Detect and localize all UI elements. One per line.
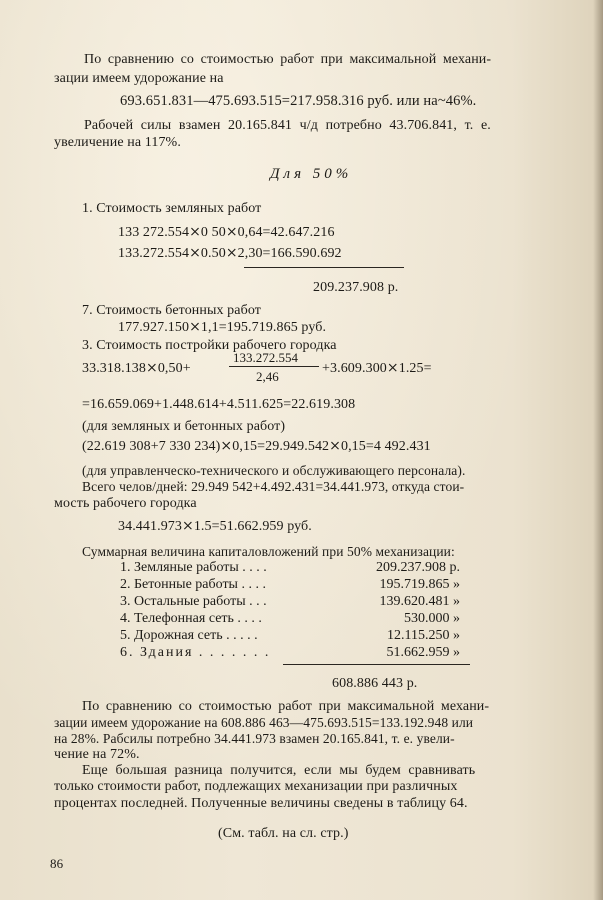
item-3-fraction-denominator: 2,46 <box>256 369 279 384</box>
paragraph-2-line-1: Рабочей силы взамен 20.165.841 ч/д потребно 43.706.841, т. е. <box>84 118 491 133</box>
item-3-calc-4: 34.441.973⨯1.5=51.662.959 руб. <box>118 519 312 534</box>
summary-total: 608.886 443 р. <box>332 676 418 691</box>
summary-row-label: 6. Здания . . . . . . . <box>120 645 271 660</box>
item-1-calc-1: 133 272.554⨯0 50⨯0,64=42.647.216 <box>118 225 335 240</box>
paragraph-4-line-3: процентах последней. Полученные величины сведены в таблицу 64. <box>54 796 468 811</box>
summary-row-label: 3. Остальные работы . . . <box>120 594 267 609</box>
summary-row-value: 195.719.865 » <box>379 577 460 592</box>
summary-row <box>120 593 460 610</box>
item-1-calc-2: 133.272.554⨯0.50⨯2,30=166.590.692 <box>118 246 342 261</box>
summary-row <box>120 644 460 661</box>
summary-row-label: 5. Дорожная сеть . . . . . <box>120 628 258 643</box>
paragraph-3-line-4: чение на 72%. <box>54 747 140 762</box>
item-3-calc-left: 33.318.138⨯0,50+ <box>82 361 191 376</box>
item-3-total-line-2: мость рабочего городка <box>54 496 197 511</box>
paragraph-4-line-1: Еще большая разница получится, если мы будем сравнивать <box>82 763 476 778</box>
paragraph-3-line-3: на 28%. Рабсилы потребно 34.441.973 взамен 20.165.841, т. е. увели- <box>54 731 455 746</box>
paragraph-4-line-2: только стоимости работ, подлежащих механизации при различных <box>54 779 458 794</box>
summary-row <box>120 576 460 593</box>
summary-title: Суммарная величина капиталовложений при 50% механизации: <box>82 544 455 559</box>
paragraph-1-line-1: По сравнению со стоимостью работ при максимальной механи- <box>84 52 492 67</box>
paragraph-1-formula: 693.651.831—475.693.515=217.958.316 руб. или на~46%. <box>120 93 477 109</box>
item-3-note-1: (для земляных и бетонных работ) <box>82 419 286 434</box>
page-number: 86 <box>50 856 64 871</box>
summary-row-value: 139.620.481 » <box>379 594 460 609</box>
paragraph-3-line-1: По сравнению со стоимостью работ при максимальной механи- <box>82 699 490 714</box>
item-3-calc-right: +3.609.300⨯1.25= <box>322 361 432 376</box>
summary-row-value: 12.115.250 » <box>387 628 460 643</box>
item-3-fraction-bar <box>229 366 319 367</box>
summary-row-value: 51.662.959 » <box>386 645 460 660</box>
item-3-calc-2: =16.659.069+1.448.614+4.511.625=22.619.308 <box>82 397 356 412</box>
summary-row <box>120 627 460 644</box>
item-3-title: 3. Стоимость постройки рабочего городка <box>82 338 337 353</box>
item-3-total-line-1: Всего челов/дней: 29.949 542+4.492.431=34.441.973, откуда стои- <box>82 479 465 494</box>
paragraph-2-line-2: увеличение на 117%. <box>54 135 181 150</box>
summary-row <box>120 559 460 576</box>
summary-row-value: 530.000 » <box>404 611 460 626</box>
summary-row-label: 4. Телефонная сеть . . . . <box>120 611 262 626</box>
paragraph-1-line-2: зации имеем удорожание на <box>54 71 224 86</box>
item-3-note-2: (для управленческо-технического и обслуживающего персонала). <box>82 463 466 478</box>
summary-row <box>120 610 460 627</box>
item-3-fraction-numerator: 133.272.554 <box>233 350 298 365</box>
item-1-title: 1. Стоимость земляных работ <box>82 201 262 216</box>
section-heading: Для 50% <box>270 166 353 182</box>
item-1-total: 209.237.908 р. <box>313 280 399 295</box>
paragraph-3-line-2: зации имеем удорожание на 608.886 463—475.693.515=133.192.948 или <box>54 715 474 730</box>
item-7-calc: 177.927.150⨯1,1=195.719.865 руб. <box>118 320 327 335</box>
item-7-title: 7. Стоимость бетонных работ <box>82 303 261 318</box>
page-edge-shadow <box>593 0 603 900</box>
item-3-calc-3: (22.619 308+7 330 234)⨯0,15=29.949.542⨯0,15=4 492.431 <box>82 439 431 454</box>
summary-row-label: 2. Бетонные работы . . . . <box>120 577 266 592</box>
table-reference-note: (См. табл. на сл. стр.) <box>218 826 349 841</box>
summary-row-value: 209.237.908 р. <box>376 560 460 575</box>
summary-row-label: 1. Земляные работы . . . . <box>120 560 267 575</box>
summary-sum-rule <box>283 664 470 665</box>
item-1-sum-rule <box>244 267 404 268</box>
